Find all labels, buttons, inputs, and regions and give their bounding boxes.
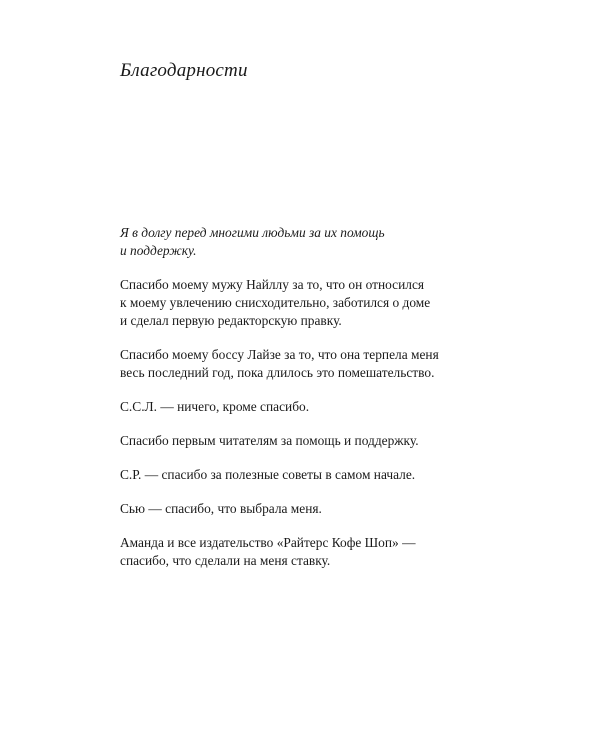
paragraph-intro (120, 224, 500, 260)
text-line: спасибо, что сделали на меня ставку. (120, 553, 331, 568)
text-line: и поддержку. (120, 243, 197, 258)
page-title: Благодарности (120, 60, 248, 81)
paragraph-readers (120, 432, 500, 450)
acknowledgements-body (120, 224, 500, 586)
paragraph-sr (120, 466, 500, 484)
text-line: Я в долгу перед многими людьми за их помощь (120, 225, 385, 240)
text-line: С.Р. — спасибо за полезные советы в самом начале. (120, 467, 416, 482)
text-line: Спасибо первым читателям за помощь и поддержку. (120, 433, 419, 448)
text-line: Аманда и все издательство «Райтерс Кофе Шоп» — (120, 535, 416, 550)
paragraph-publisher (120, 534, 500, 570)
text-line: Спасибо моему боссу Лайзе за то, что она терпела меня (120, 347, 439, 362)
text-line: и сделал первую редакторскую правку. (120, 313, 342, 328)
text-line: Спасибо моему мужу Найллу за то, что он относился (120, 277, 425, 292)
text-line: Сью — спасибо, что выбрала меня. (120, 501, 322, 516)
text-line: к моему увлечению снисходительно, заботился о доме (120, 295, 431, 310)
paragraph-husband (120, 276, 500, 330)
paragraph-ssl (120, 398, 500, 416)
text-line: С.С.Л. — ничего, кроме спасибо. (120, 399, 310, 414)
paragraph-sue (120, 500, 500, 518)
paragraph-boss (120, 346, 500, 382)
text-line: весь последний год, пока длилось это помешательство. (120, 365, 435, 380)
